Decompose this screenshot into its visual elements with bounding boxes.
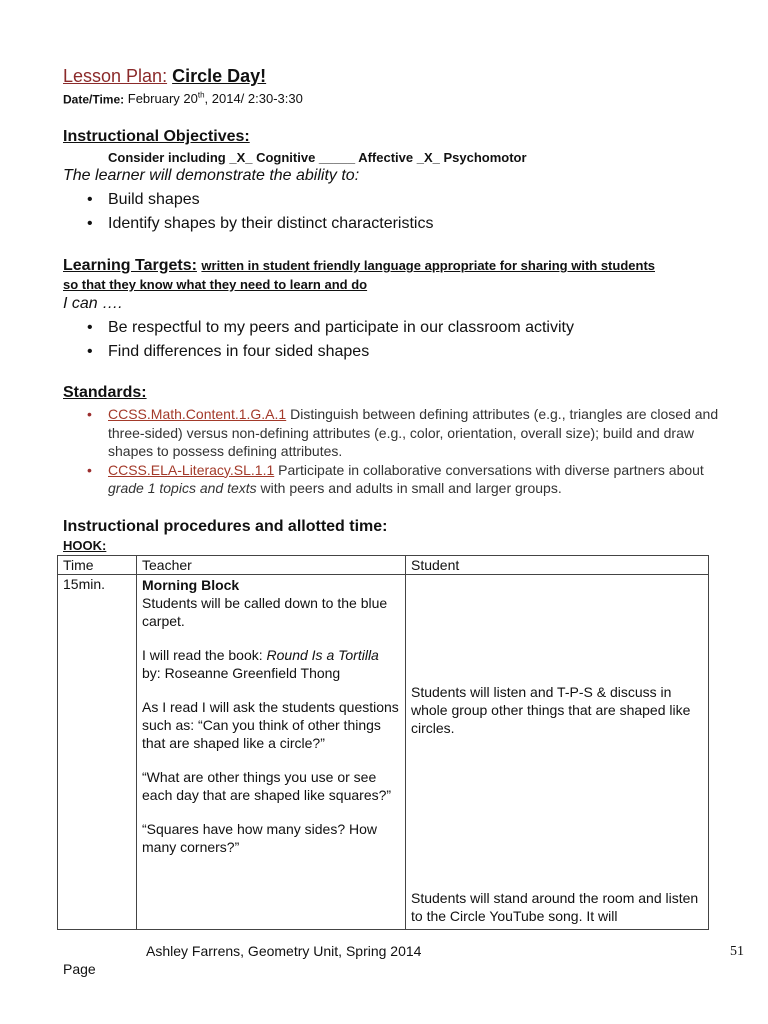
title-value: Circle Day!: [172, 66, 267, 86]
column-header-teacher: Teacher: [137, 556, 406, 575]
footer-text: Ashley Farrens, Geometry Unit, Spring 2014: [146, 943, 422, 959]
hook-label: HOOK:: [63, 538, 107, 553]
standard-link-math[interactable]: CCSS.Math.Content.1.G.A.1: [108, 406, 287, 422]
time-cell: 15min.: [58, 575, 137, 930]
student-cell: Students will listen and T-P-S & discuss in whole group other things that are shaped like circles. Students will stand around the room and listen to the Circle YouTube song. It will: [406, 575, 709, 930]
list-item: • Build shapes: [87, 191, 200, 208]
page-number: 51: [730, 944, 744, 959]
date-time: [63, 91, 303, 106]
list-item: • Be respectful to my peers and participate in our classroom activity: [87, 319, 574, 336]
block-name: Morning Block: [142, 577, 240, 593]
procedures-table: [57, 555, 709, 930]
date-value: February 20th, 2014/ 2:30-3:30: [127, 91, 303, 107]
targets-subtitle-1: written in student friendly language appropriate for sharing with students: [201, 258, 655, 273]
column-header-time: Time: [58, 556, 137, 575]
targets-subtitle-2: so that they know what they need to learn and do: [63, 277, 368, 292]
standard-link-ela[interactable]: CCSS.ELA-Literacy.SL.1.1: [108, 461, 275, 478]
targets-heading: Learning Targets:: [63, 257, 197, 274]
objectives-intro: The learner will demonstrate the ability to:: [63, 167, 360, 184]
list-item: • Find differences in four sided shapes: [87, 342, 370, 360]
column-header-student: Student: [406, 556, 709, 575]
list-item: • CCSS.Math.Content.1.G.A.1 Distinguish between defining attributes (e.g., triangles are closed and three-sided) versus non-defining attributes (e.g., color, orientation, overall size); build and draw shapes to possess defining attributes.: [87, 406, 719, 459]
objectives-heading: Instructional Objectives:: [63, 128, 250, 145]
page-label: Page: [63, 961, 96, 977]
objectives-domains: Consider including _X_ Cognitive _____ Affective _X_ Psychomotor: [108, 150, 527, 165]
objectives-list: [63, 188, 433, 235]
table-row: [58, 575, 709, 930]
targets-list: [63, 316, 574, 363]
standards-list: [63, 405, 723, 498]
standards-heading: Standards:: [63, 384, 147, 401]
procedures-heading: Instructional procedures and allotted time:: [63, 518, 388, 535]
date-label: Date/Time:: [63, 92, 125, 107]
teacher-cell: Morning Block Students will be called down to the blue carpet. I will read the book: Round Is a Tortilla by: Roseanne Greenfield Thong As I read I will ask the students questions such as: “Can you think of other things that are shaped like a circle?” “What are other things you use or see each day that are shaped like squares?” “Squares have how many sides? How many corners?”: [137, 575, 406, 930]
list-item: • CCSS.ELA-Literacy.SL.1.1 Participate in collaborative conversations with diverse partners about grade 1 topics and texts with peers and adults in small and larger groups.: [87, 461, 704, 496]
table-header-row: [58, 556, 709, 575]
title-label: Lesson Plan:: [63, 66, 168, 86]
list-item: • Identify shapes by their distinct characteristics: [87, 214, 434, 232]
targets-intro: I can ….: [63, 295, 123, 312]
targets-heading-line: [63, 257, 655, 275]
page-title: [63, 66, 266, 87]
